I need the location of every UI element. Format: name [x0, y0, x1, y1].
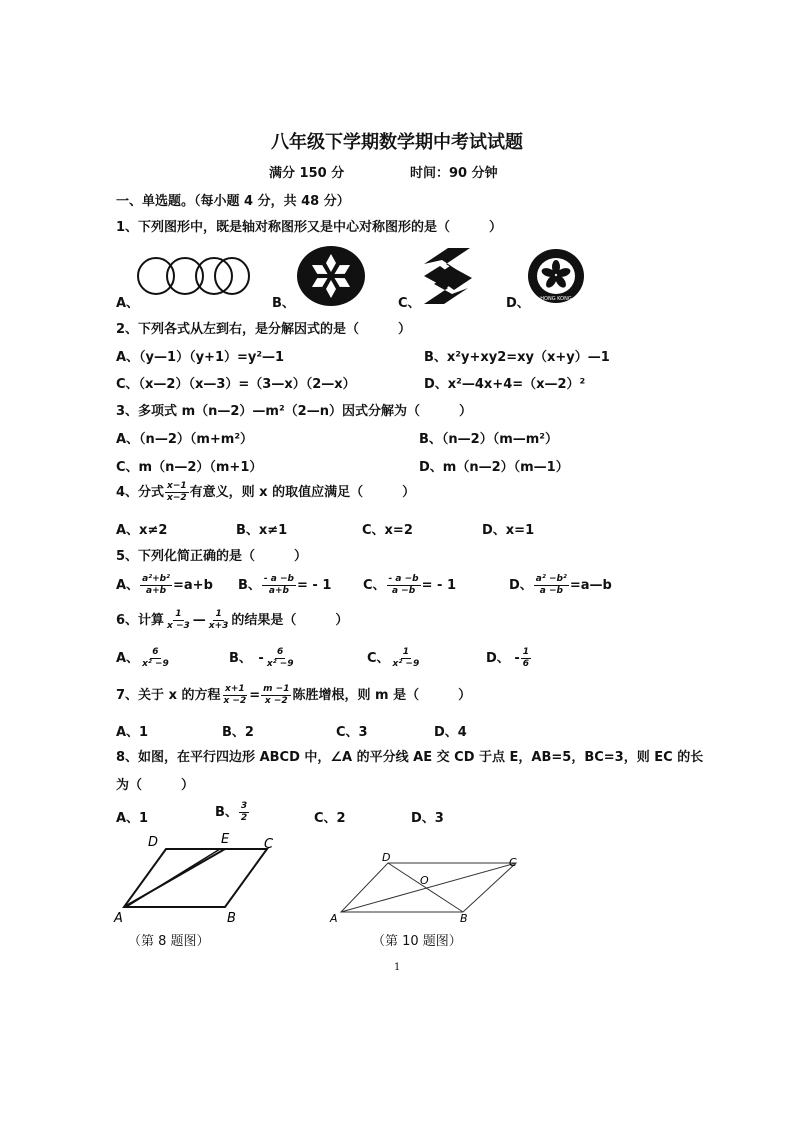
- q4-option-c: C、x=2: [362, 523, 413, 538]
- q5-c-num: - a −b: [388, 574, 419, 584]
- q6-d-fraction: [521, 647, 531, 670]
- hong-kong-bauhinia-emblem-icon: [526, 248, 586, 304]
- fig10-label-o: O: [420, 874, 429, 887]
- fig8-label-c: C: [264, 837, 274, 852]
- q1-option-d: D、: [506, 296, 530, 311]
- q4-pre: 4、分式: [116, 485, 165, 500]
- fig10-label-b: B: [460, 912, 468, 925]
- page-title: 八年级下学期数学期中考试试题: [271, 132, 523, 153]
- q3-stem: 3、多项式 m（n—2）—m²（2—n）因式分解为（ ）: [116, 404, 472, 419]
- q2-option-b: B、x²y+xy2=xy（x+y）—1: [424, 350, 610, 365]
- q6-c-label: C、: [367, 651, 390, 666]
- q6-f2-num: 1: [215, 609, 222, 619]
- q4-fraction: [165, 481, 189, 504]
- q5-d-rhs: =a—b: [569, 578, 612, 593]
- star-flower-emblem-icon: [296, 246, 366, 306]
- q7-option-d: D、4: [434, 725, 467, 740]
- q4-option-a: A、x≠2: [116, 523, 168, 538]
- figure-8-parallelogram: [110, 830, 285, 925]
- q6-f1-num: 1: [175, 609, 182, 619]
- q2-option-c: C、（x—2）（x—3）=（3—x）（2—x）: [116, 377, 356, 392]
- q6-d-label: D、 -: [486, 651, 520, 666]
- q4-frac-num: x−1: [167, 481, 187, 491]
- fig8-caption: （第 8 题图）: [128, 934, 210, 949]
- q6-a-num: 6: [152, 647, 159, 657]
- q6-c-fraction: [391, 647, 422, 670]
- q6-option-c: [367, 647, 422, 670]
- q7-post: 陈胜增根，则 m 是（ ）: [292, 688, 472, 703]
- q7-f1-den: x −2: [223, 696, 247, 706]
- q5-a-label: A、: [116, 578, 140, 593]
- q6-b-fraction: [265, 647, 296, 670]
- fig10-label-d: D: [382, 851, 391, 864]
- q8-option-d: D、3: [411, 811, 444, 826]
- q5-b-label: B、: [238, 578, 261, 593]
- q5-b-rhs: = - 1: [296, 578, 332, 593]
- q1-stem: 1、下列图形中，既是轴对称图形又是中心对称图形的是（ ）: [116, 220, 503, 235]
- page-number: 1: [394, 962, 401, 973]
- q3-option-b: B、（n—2）（m—m²）: [419, 432, 558, 447]
- q8-option-b: [215, 801, 250, 824]
- q5-c-label: C、: [363, 578, 386, 593]
- q6-b-den: x² −9: [266, 659, 294, 669]
- q1-option-c: C、: [398, 296, 421, 311]
- q5-d-label: D、: [509, 578, 533, 593]
- q7-fraction-2: [261, 684, 291, 707]
- q7-option-a: A、1: [116, 725, 149, 740]
- q7-stem: [116, 684, 471, 707]
- q3-option-a: A、（n—2）（m+m²）: [116, 432, 254, 447]
- q5-c-fraction: [387, 574, 421, 597]
- q4-stem: [116, 481, 415, 504]
- q6-d-den: 6: [522, 659, 529, 669]
- q4-post: 有意义，则 x 的取值应满足（ ）: [189, 485, 416, 500]
- q6-a-den: x² −9: [142, 659, 169, 669]
- q5-a-rhs: =a+b: [173, 578, 213, 593]
- q5-option-c: [363, 574, 456, 597]
- q5-d-fraction: [534, 574, 569, 597]
- figure-10-parallelogram: [326, 850, 526, 925]
- q8-stem-line1: 8、如图，在平行四边形 ABCD 中，∠A 的平分线 AE 交 CD 于点 E，AB=5，BC=3，则 EC 的长: [116, 750, 704, 765]
- q3-option-d: D、m（n—2）（m—1）: [419, 460, 569, 475]
- olympic-rings-icon: [136, 254, 252, 300]
- q6-f2-den: x+3: [208, 621, 229, 631]
- q5-option-d: [509, 574, 612, 597]
- q6-fraction-2: [207, 609, 231, 632]
- q5-b-fraction: [262, 574, 296, 597]
- fig8-label-a: A: [114, 911, 123, 925]
- q5-d-num: a² −b²: [535, 574, 567, 584]
- full-score: 满分 150 分: [269, 166, 345, 181]
- q1-option-b: B、: [272, 296, 295, 311]
- q6-c-num: 1: [402, 647, 410, 657]
- fig8-label-d: D: [148, 835, 159, 850]
- q6-option-d: [486, 647, 532, 670]
- q6-post: 的结果是（ ）: [231, 613, 349, 628]
- q7-pre: 7、关于 x 的方程: [116, 688, 221, 703]
- exam-time: 时间：90 分钟: [410, 166, 498, 181]
- q5-option-a: [116, 574, 213, 597]
- q5-d-den: a −b: [539, 586, 563, 596]
- q7-f2-num: m −1: [263, 684, 290, 694]
- q6-b-num: 6: [277, 647, 284, 657]
- fig8-bisector-ae-2: [126, 849, 220, 907]
- q6-a-fraction: [140, 647, 171, 670]
- q2-option-a: A、（y—1）（y+1）=y²—1: [116, 350, 285, 365]
- fig8-label-b: B: [227, 911, 236, 925]
- q7-fraction-1: [221, 684, 248, 707]
- fig10-label-c: C: [509, 856, 517, 869]
- q8-stem-line2: 为（ ）: [116, 778, 195, 793]
- q7-option-b: B、2: [222, 725, 254, 740]
- q6-fraction-1: [165, 609, 192, 632]
- q6-stem: [116, 609, 348, 632]
- q5-a-fraction: [140, 574, 172, 597]
- q1-option-a: A、: [116, 296, 140, 311]
- q8-b-num: 3: [240, 801, 248, 811]
- q6-option-b: [229, 647, 297, 670]
- q7-f1-num: x+1: [225, 684, 245, 694]
- q7-option-c: C、3: [336, 725, 368, 740]
- q6-b-label: B、 -: [229, 651, 264, 666]
- fig10-diagonal-bd: [388, 863, 463, 912]
- q6-option-a: [116, 647, 172, 670]
- fig10-caption: （第 10 题图）: [372, 934, 462, 949]
- q4-frac-den: x−2: [167, 493, 187, 503]
- fig8-label-e: E: [221, 832, 230, 847]
- q8-option-a: A、1: [116, 811, 149, 826]
- section-heading: 一、单选题。（每小题 4 分，共 48 分）: [116, 194, 350, 209]
- fig8-parallelogram-shape: [124, 849, 267, 907]
- q4-option-b: B、x≠1: [236, 523, 288, 538]
- q6-d-num: 1: [522, 647, 529, 657]
- fig10-label-a: A: [330, 912, 338, 925]
- q6-c-den: x² −9: [392, 659, 420, 669]
- q6-minus: —: [192, 613, 206, 628]
- q5-a-den: a+b: [146, 586, 167, 596]
- q8-b-fraction: [239, 801, 249, 824]
- q6-a-label: A、: [116, 651, 140, 666]
- q6-pre: 6、计算: [116, 613, 165, 628]
- q6-f1-den: x −3: [167, 621, 190, 631]
- q8-b-den: 2: [240, 813, 248, 823]
- q3-option-c: C、m（n—2）（m+1）: [116, 460, 263, 475]
- q8-b-label: B、: [215, 805, 238, 820]
- q2-stem: 2、下列各式从左到右，是分解因式的是（ ）: [116, 322, 412, 337]
- q5-stem: 5、下列化简正确的是（ ）: [116, 549, 308, 564]
- q5-b-num: - a −b: [263, 574, 294, 584]
- emblem-text: HONG KONG: [540, 296, 572, 302]
- q5-c-den: a −b: [391, 586, 416, 596]
- q5-c-rhs: = - 1: [421, 578, 456, 593]
- q7-f2-den: x −2: [264, 696, 288, 706]
- suzuki-s-logo-icon: [420, 246, 476, 306]
- q8-option-c: C、2: [314, 811, 346, 826]
- q4-option-d: D、x=1: [482, 523, 535, 538]
- q5-option-b: [238, 574, 331, 597]
- q2-option-d: D、x²—4x+4=（x—2）²: [424, 377, 586, 392]
- q5-b-den: a+b: [268, 586, 289, 596]
- q7-eq: =: [249, 688, 261, 703]
- q5-a-num: a²+b²: [142, 574, 171, 584]
